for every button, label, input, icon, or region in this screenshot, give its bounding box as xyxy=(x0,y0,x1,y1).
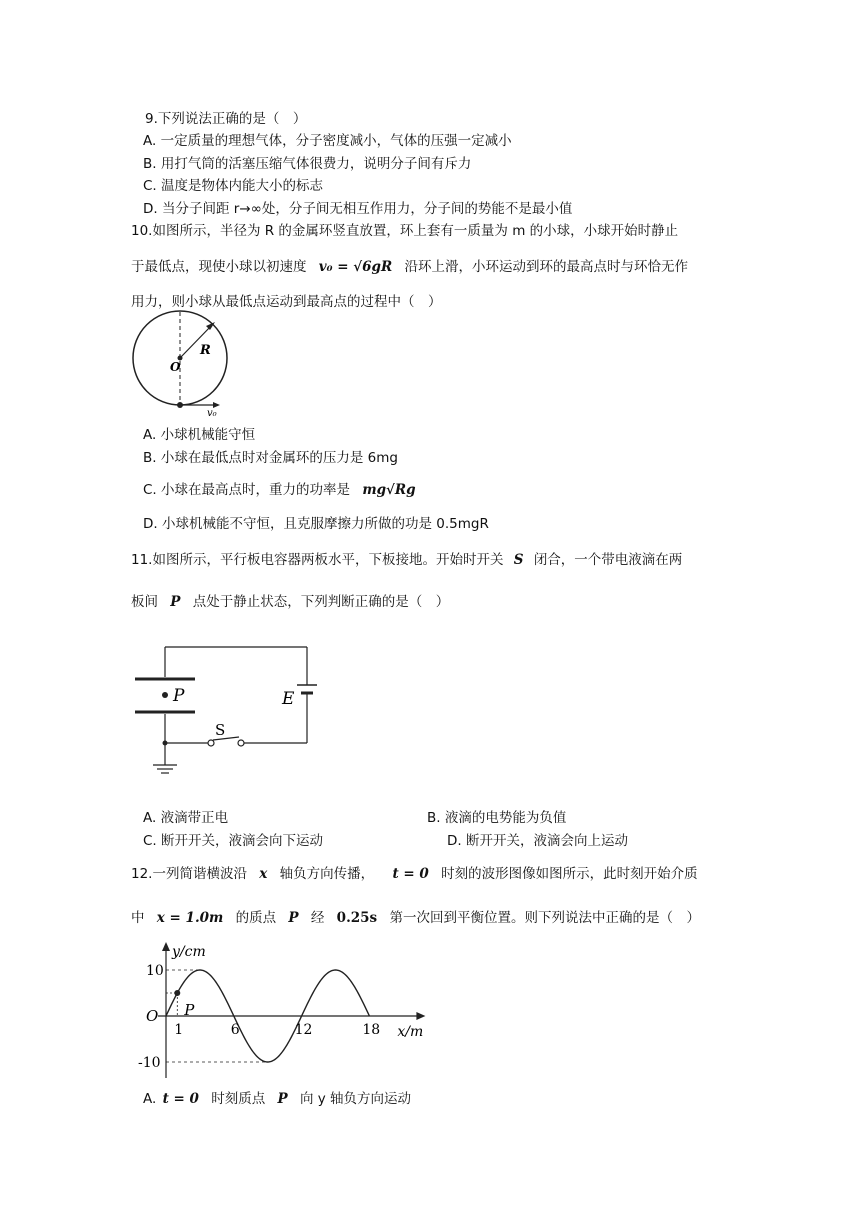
switch-contact-right xyxy=(238,740,244,746)
q11-line2-pre: 板间 xyxy=(131,594,158,610)
q12-line1-pre: 12.一列简谐横波沿 xyxy=(131,866,247,882)
q12-option-a-post: 向 y 轴负方向运动 xyxy=(299,1091,412,1107)
q12-line2-mid2: 经 xyxy=(310,910,325,926)
x-tick-label: 18 xyxy=(362,1022,381,1038)
symbol-P: P xyxy=(288,910,299,926)
q11-option-a: A. 液滴带正电 xyxy=(143,810,229,826)
q12-line1-mid: 轴负方向传播， xyxy=(279,866,375,882)
q10-line3: 用力，则小球从最低点运动到最高点的过程中（ ） xyxy=(131,294,442,310)
switch-symbol-S: S xyxy=(513,552,524,568)
v0-formula: v₀ = √6gR xyxy=(318,259,393,275)
power-formula: mg√Rg xyxy=(362,482,416,498)
y-axis-arrowhead xyxy=(162,942,170,951)
point-symbol-P: P xyxy=(170,594,181,610)
q11-option-d: D. 断开开关，液滴会向上运动 xyxy=(447,833,628,849)
symbol-P-a: P xyxy=(277,1091,288,1107)
symbol-t0-a: t = 0 xyxy=(162,1091,199,1107)
wave-chart xyxy=(130,940,470,1071)
q12-line1 xyxy=(131,862,698,882)
x-tick-label: 12 xyxy=(294,1022,313,1038)
q9-option-a: A. 一定质量的理想气体，分子密度减小，气体的压强一定减小 xyxy=(143,133,512,149)
q9-option-d: D. 当分子间距 r→∞处，分子间无相互作用力，分子间的势能不是最小值 xyxy=(143,201,573,217)
q9-option-b: B. 用打气筒的活塞压缩气体很费力，说明分子间有斥力 xyxy=(143,156,472,172)
x-tick-label: 1 xyxy=(174,1022,184,1038)
q11-line2-post: 点处于静止状态，下列判断正确的是（ ） xyxy=(192,594,450,610)
q12-line2-mid1: 的质点 xyxy=(235,910,277,926)
x-tick-label: 6 xyxy=(230,1022,240,1038)
label-P: P xyxy=(173,686,185,706)
q12-line2-pre: 中 xyxy=(131,910,145,926)
point-P xyxy=(174,990,180,996)
q11-line1-pre: 11.如图所示，平行板电容器两板水平，下板接地。开始时开关 xyxy=(131,552,504,568)
q12-line1-post: 时刻的波形图像如图所示，此时刻开始介质 xyxy=(441,866,698,882)
label-E: E xyxy=(282,689,295,709)
y-tick-label: 10 xyxy=(146,963,164,979)
label-v0: v₀ xyxy=(207,408,217,419)
q11-option-b: B. 液滴的电势能为负值 xyxy=(427,810,567,826)
q10-option-c-pre: C. 小球在最高点时，重力的功率是 xyxy=(143,482,351,498)
y-axis-label: y/cm xyxy=(172,944,206,960)
q12-option-a xyxy=(143,1087,411,1107)
q12-line2 xyxy=(131,906,700,926)
origin-label: O xyxy=(146,1007,159,1025)
q10-line2-pre: 于最低点，现使小球以初速度 xyxy=(131,259,307,275)
x-axis-arrowhead xyxy=(416,1012,425,1020)
switch-contact-left xyxy=(208,740,214,746)
q9-option-c: C. 温度是物体内能大小的标志 xyxy=(143,178,324,194)
q12-option-a-pre: A. xyxy=(143,1091,157,1107)
q11-line2 xyxy=(131,590,449,610)
symbol-x: x xyxy=(259,866,268,882)
droplet-P xyxy=(162,692,168,698)
q9-stem: 9.下列说法正确的是（ ） xyxy=(145,111,307,127)
x-axis-label: x/m xyxy=(397,1024,424,1040)
q10-option-d: D. 小球机械能不守恒，且克服摩擦力所做的功是 0.5mgR xyxy=(143,516,489,532)
q12-option-a-mid: 时刻质点 xyxy=(211,1091,266,1107)
label-R: R xyxy=(200,343,211,358)
symbol-t025: 0.25s xyxy=(336,910,378,926)
q11-option-c: C. 断开开关，液滴会向下运动 xyxy=(143,833,324,849)
ring-figure xyxy=(130,312,234,420)
circuit-figure xyxy=(135,645,315,775)
q10-line2 xyxy=(131,255,688,275)
label-P: P xyxy=(184,1001,195,1019)
q10-line2-post: 沿环上滑，小环运动到环的最高点时与环恰无作 xyxy=(404,259,688,275)
symbol-x1: x = 1.0m xyxy=(156,910,224,926)
q10-option-b: B. 小球在最低点时对金属环的压力是 6mg xyxy=(143,450,398,466)
label-O: O xyxy=(170,360,181,374)
q10-line1: 10.如图所示，半径为 R 的金属环竖直放置，环上套有一质量为 m 的小球，小球开始时静止 xyxy=(131,223,679,239)
q10-option-a: A. 小球机械能守恒 xyxy=(143,427,256,443)
label-S: S xyxy=(215,721,226,739)
q11-line1 xyxy=(131,548,682,568)
q10-option-c xyxy=(143,478,416,498)
y-tick-label: -10 xyxy=(138,1055,161,1071)
q12-line2-post: 第一次回到平衡位置。则下列说法中正确的是（ ） xyxy=(389,910,700,926)
q11-line1-post: 闭合，一个带电液滴在两 xyxy=(533,552,683,568)
symbol-t0: t = 0 xyxy=(392,866,429,882)
